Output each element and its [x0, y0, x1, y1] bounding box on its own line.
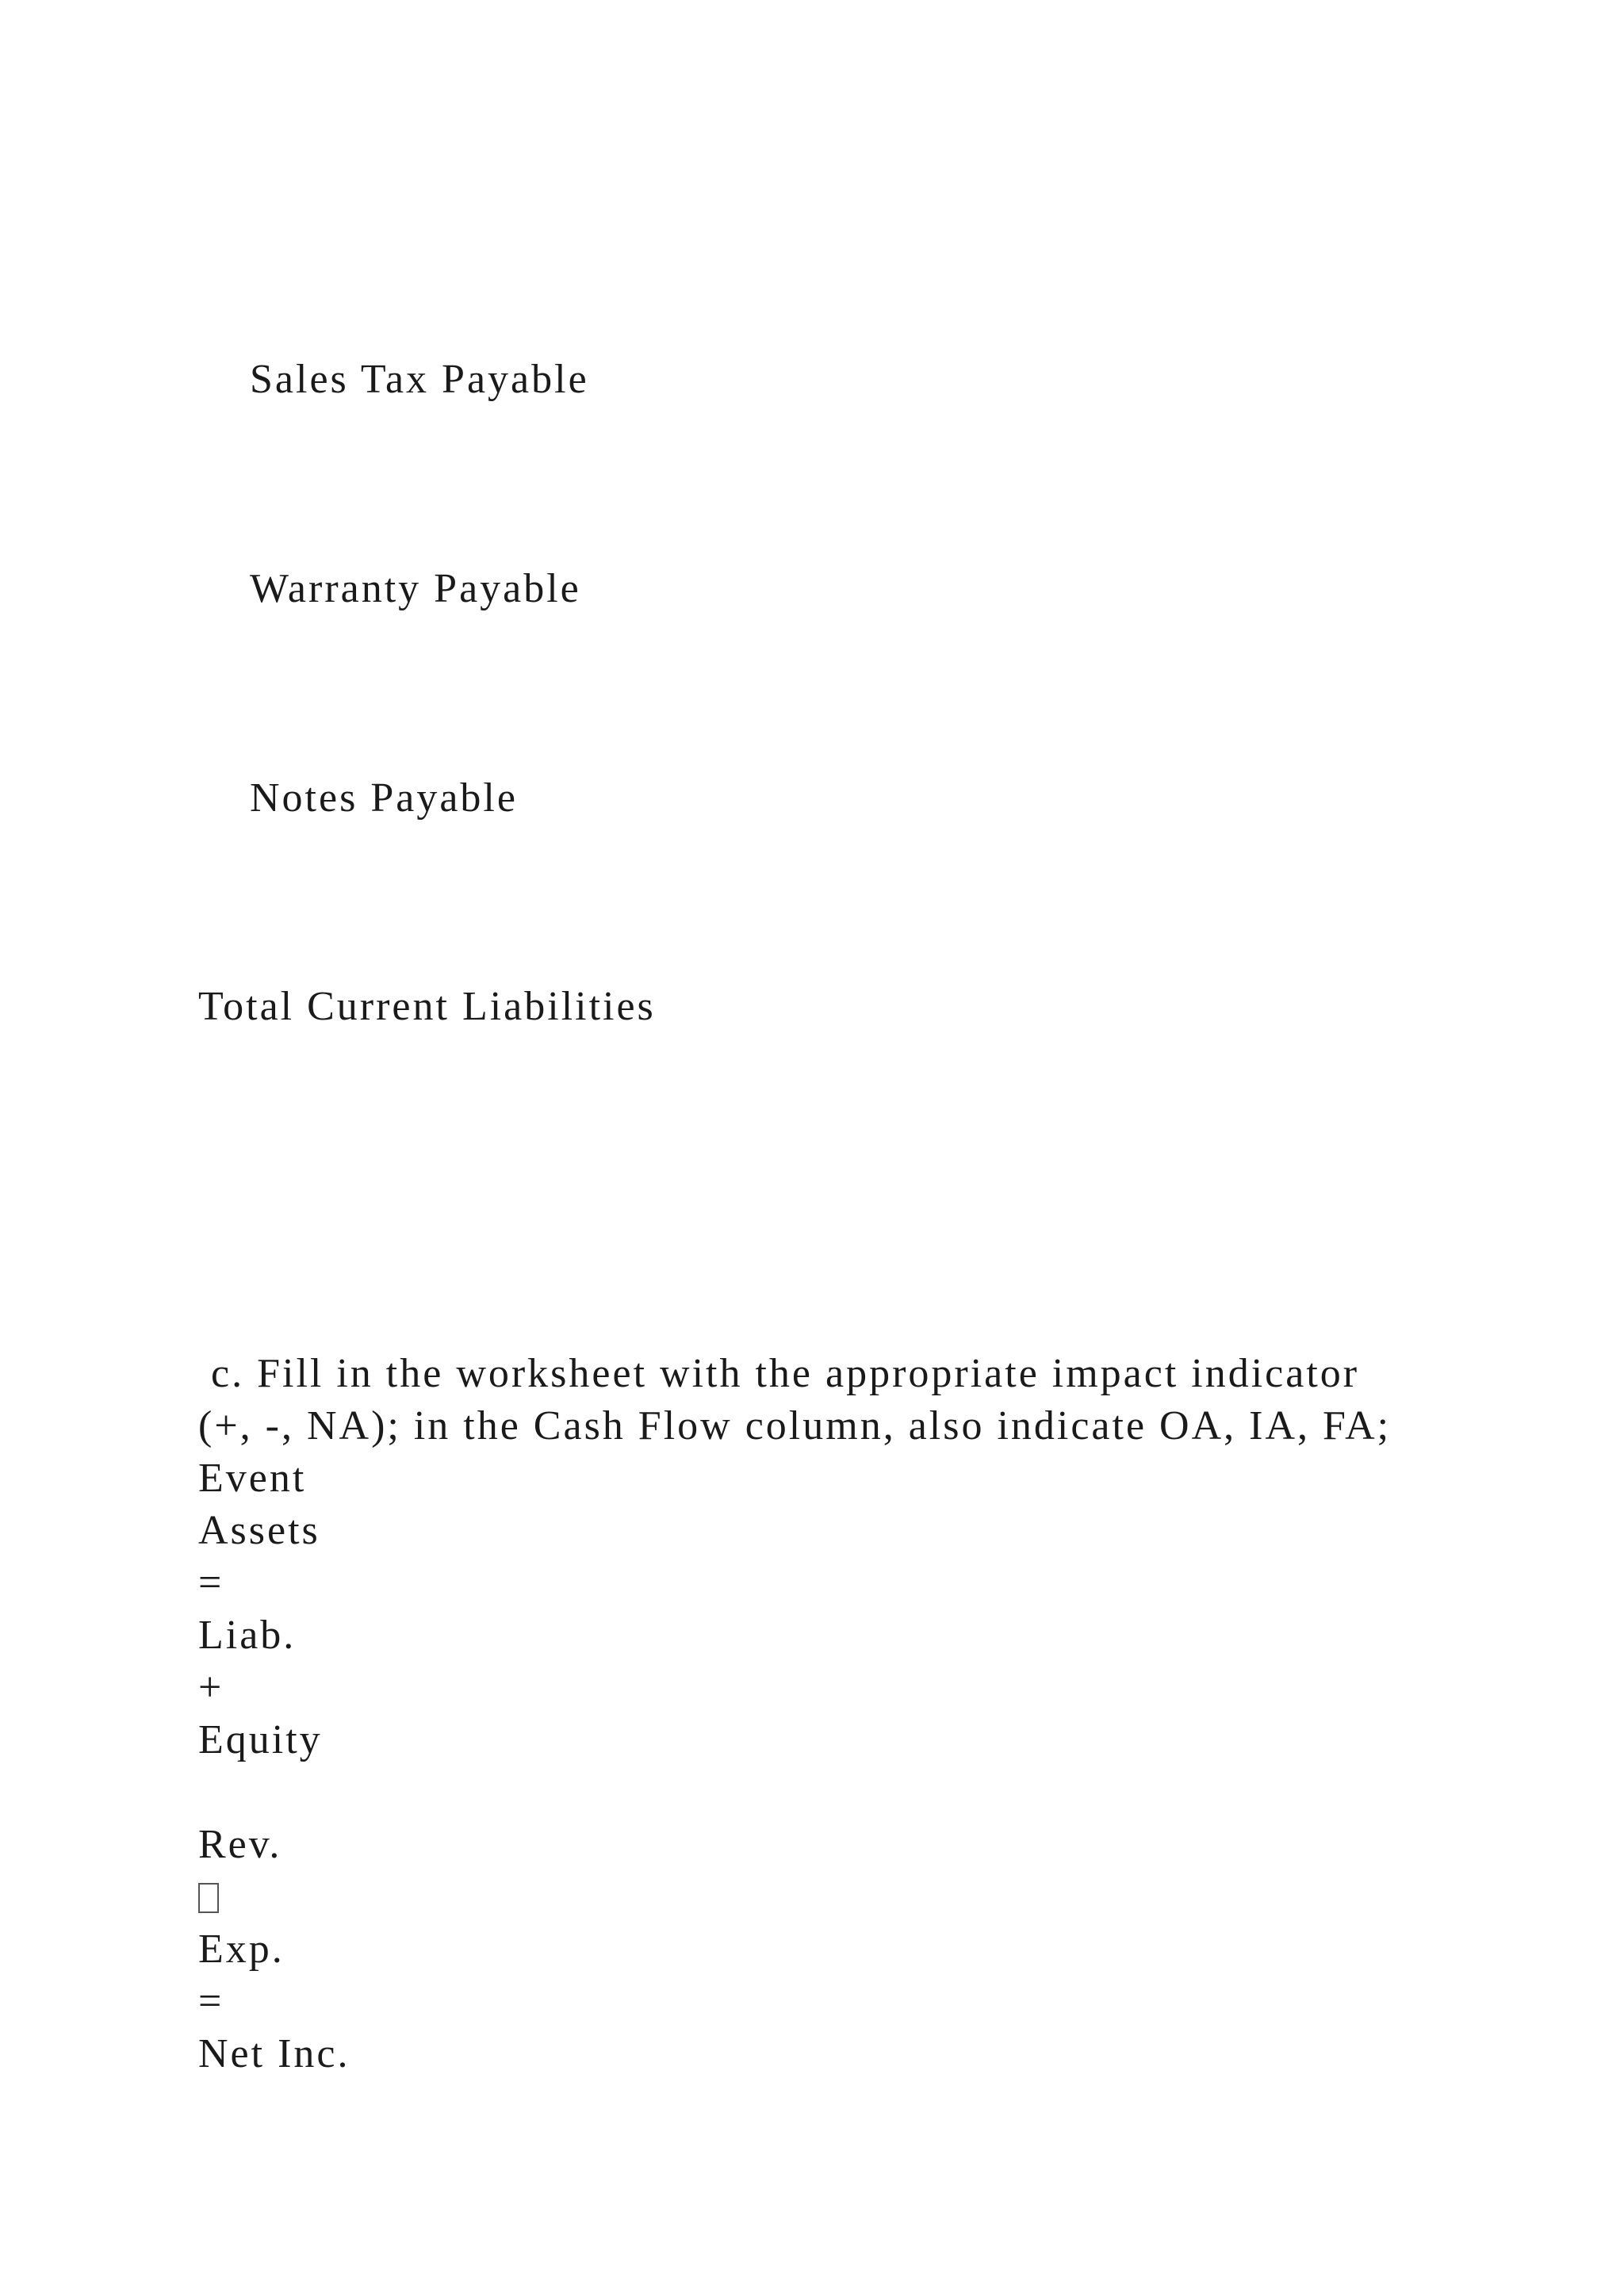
instruction-line-1: c. Fill in the worksheet with the appropriate impact indicator — [198, 1351, 1360, 1396]
missing-glyph-icon — [198, 1883, 219, 1913]
header-net-income: Net Inc. — [198, 2031, 350, 2076]
liability-item-notes-payable: Notes Payable — [250, 775, 518, 821]
header-expenses: Exp. — [198, 1927, 285, 1972]
liability-item-warranty-payable: Warranty Payable — [250, 566, 581, 611]
header-liabilities: Liab. — [198, 1613, 297, 1658]
header-equals-sign-2: = — [198, 1979, 224, 2024]
header-revenue: Rev. — [198, 1822, 282, 1867]
header-plus-sign: + — [198, 1665, 224, 1710]
instruction-line-2: (+, -, NA); in the Cash Flow column, also indicate OA, IA, FA; — [198, 1403, 1392, 1448]
header-assets: Assets — [198, 1508, 320, 1553]
header-event: Event — [198, 1456, 307, 1501]
liability-item-sales-tax-payable: Sales Tax Payable — [250, 357, 589, 402]
header-minus-placeholder — [198, 1871, 219, 1923]
total-current-liabilities-label: Total Current Liabilities — [198, 984, 656, 1029]
header-equals-sign: = — [198, 1560, 224, 1605]
header-equity: Equity — [198, 1717, 323, 1762]
